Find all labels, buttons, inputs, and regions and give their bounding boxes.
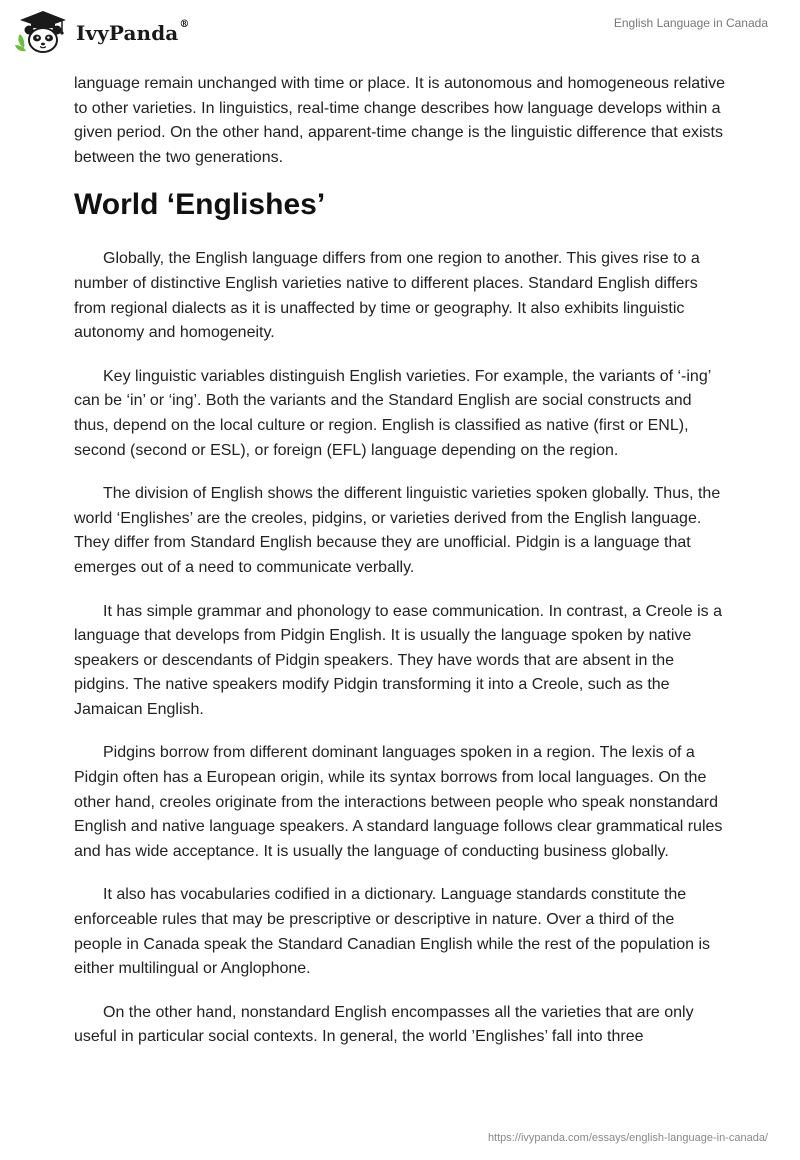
paragraph-2: Key linguistic variables distinguish English varieties. For example, the variants of ‘-ing’ can be ‘in’ or ‘ing’. Both the variants and the Standard English are social constructs and thus, depend on the local culture or region. English is classified as native (first or ENL), second (second or ESL), or foreign (EFL) language depending on the region.: [74, 367, 711, 459]
source-url[interactable]: https://ivypanda.com/essays/english-language-in-canada/: [487, 1132, 768, 1144]
logo-wordmark: IvyPanda®: [76, 19, 190, 45]
page-header: [0, 0, 800, 64]
paragraph-1: Globally, the English language differs from one region to another. This gives rise to a number of distinctive English varieties native to different places. Standard English differs from regional dialects as it is unaffected by time or geography. It also exhibits linguistic autonomy and homogeneity.: [74, 250, 700, 342]
paragraph-3: The division of English shows the different linguistic varieties spoken globally. Thus, the world ‘Englishes’ are the creoles, pidgins, or varieties derived from the English language. They differ from Standard English because they are unofficial. Pidgin is a language that emerges out of a need to communicate verbally.: [74, 485, 721, 576]
paragraph-6: It also has vocabularies codified in a dictionary. Language standards constitute the enforceable rules that may be prescriptive or descriptive in nature. Over a third of the people in Canada speak the Standard Canadian English while the rest of the population is either multilingual or Anglophone.: [74, 886, 710, 978]
document-title: English Language in Canada: [613, 16, 768, 30]
section-heading: World ‘Englishes’: [74, 188, 326, 222]
ivypanda-logo[interactable]: [14, 8, 189, 56]
paragraph-5: Pidgins borrow from different dominant languages spoken in a region. The lexis of a Pidgin often has a European origin, while its syntax borrows from local languages. On the other hand, creoles originate from the interactions between people who speak nonstandard English and native language speakers. A standard language follows clear grammatical rules and has wide acceptance. It is usually the language of conducting business globally.: [74, 744, 723, 860]
panda-graduate-icon: [14, 8, 72, 56]
essay-content: [74, 72, 726, 1069]
intro-paragraph: language remain unchanged with time or place. It is autonomous and homogeneous relative to other varieties. In linguistics, real-time change describes how language develops within a given period. On the other hand, apparent-time change is the linguistic difference that exists between the two generations.: [74, 75, 726, 166]
paragraph-4: It has simple grammar and phonology to ease communication. In contrast, a Creole is a language that develops from Pidgin English. It is usually the language spoken by native speakers or descendants of Pidgin speakers. They have words that are absent in the pidgins. The native speakers modify Pidgin transforming it into a Creole, such as the Jamaican English.: [74, 602, 722, 718]
paragraph-7: On the other hand, nonstandard English encompasses all the varieties that are only useful in particular social contexts. In general, the world ’Englishes’ fall into three: [74, 1003, 694, 1046]
